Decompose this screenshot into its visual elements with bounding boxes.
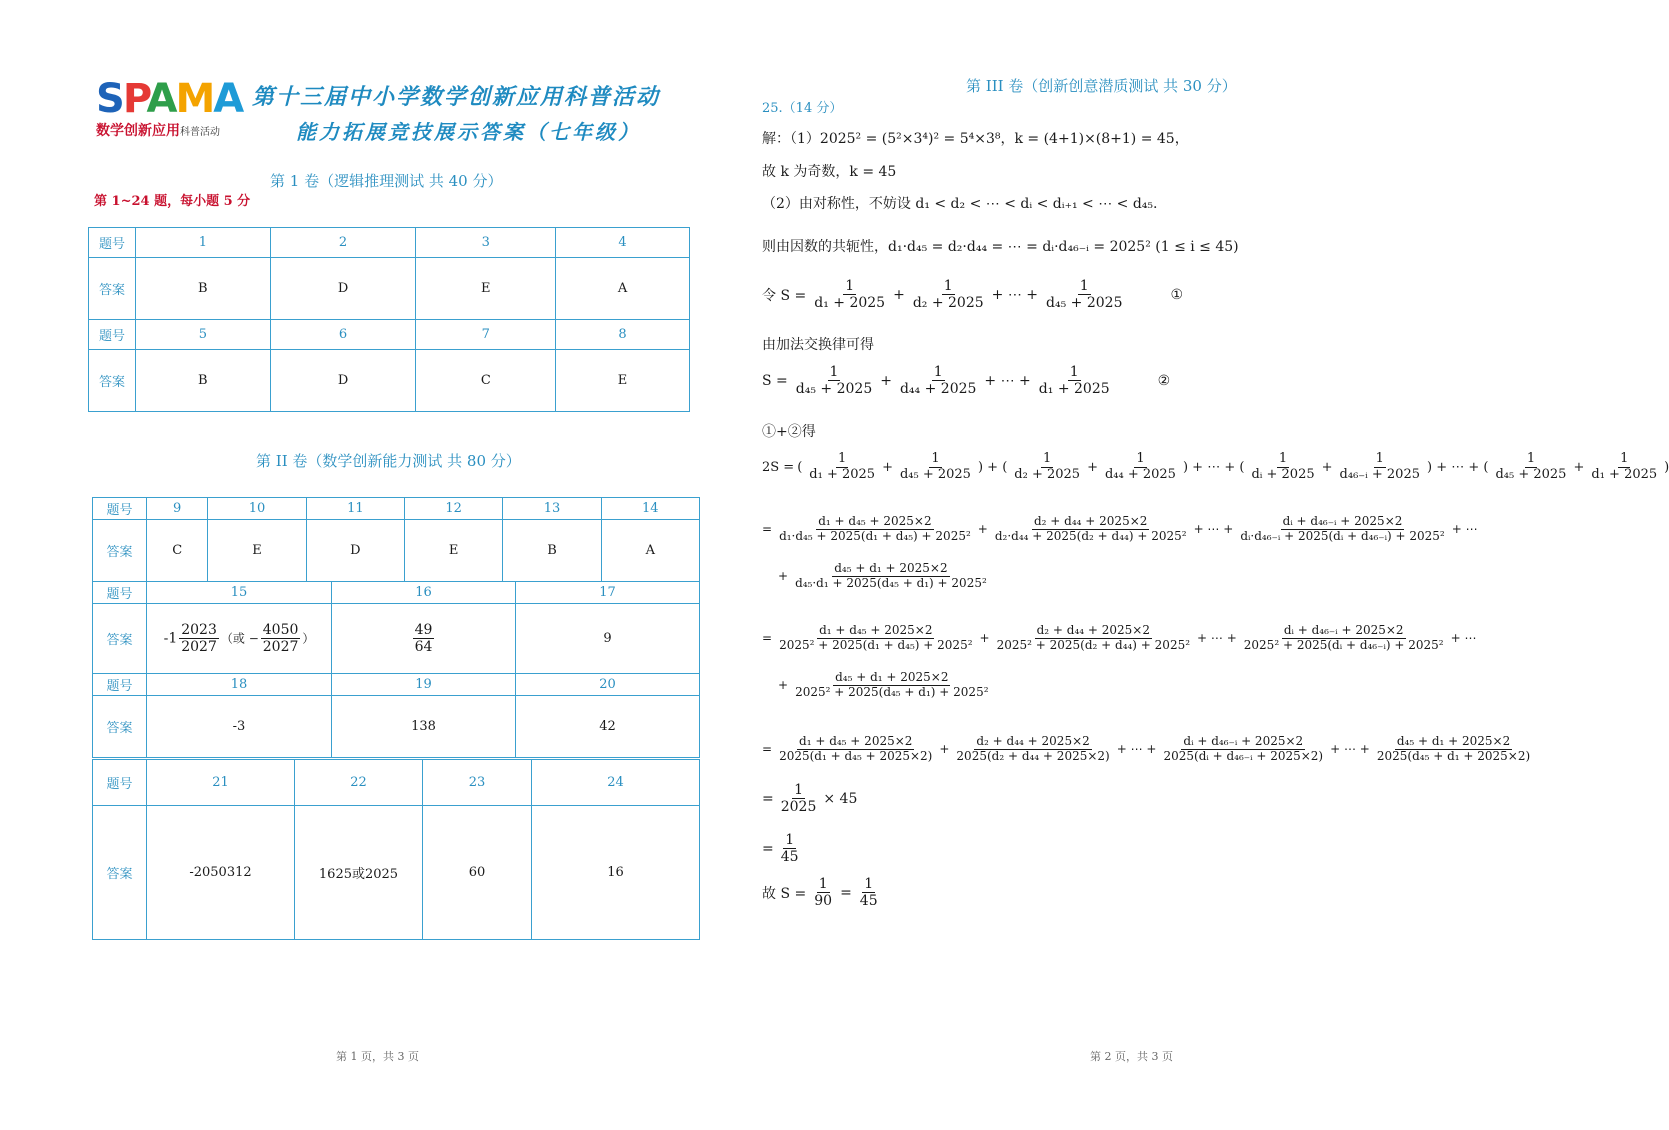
question-number: 2 — [270, 228, 416, 258]
table-row — [93, 760, 700, 806]
answer-cell: 60 — [423, 806, 532, 940]
table-row — [89, 228, 690, 258]
solution-line-3: （2）由对称性，不妨设 d₁ < d₂ < ⋯ < dᵢ < dᵢ₊₁ < ⋯ < d₄₅. — [762, 196, 1158, 212]
answer-cell: B — [136, 258, 271, 320]
answer-cell: 1625或2025 — [295, 806, 423, 940]
question-number: 19 — [332, 674, 516, 696]
question-label: 题号 — [93, 760, 147, 806]
answer-label: 答案 — [89, 258, 136, 320]
s-definition: 令 S = $\frac{1}{\text{d₁ + 2025}}$ + $\frac{1}{\text{d₂ + 2025}}$ + ⋯ + $\frac{1}{\text{d₄₅ + 2025}}$ ① — [762, 278, 1184, 312]
step1-line-a: = $\frac{\text{d₁ + d₄₅ + 2025×2}}{\text{d₁·d₄₅ + 2025(d₁ + d₄₅) + 2025²}}$ + $\frac{\text{d₂ + d₄₄ + 2025×2}}{\text{d₂·d₄₄ + 2025(d₂ + d₄₄) + 2025²}}$ + ⋯ + $\frac{\text{dᵢ + d₄₆₋ᵢ + 2025×2}}{\text{dᵢ·d₄₆₋ᵢ + 2025(dᵢ + d₄₆₋ᵢ) + 2025²}}$ + ⋯ — [762, 514, 1478, 543]
answer-cell: D — [270, 258, 416, 320]
answer-cell: E — [208, 520, 306, 582]
answer-cell: C — [416, 350, 556, 412]
solution-line-2: 故 k 为奇数，k = 45 — [762, 164, 897, 180]
section1-note: 第 1~24 题，每小题 5 分 — [94, 194, 251, 209]
question-number: 11 — [306, 498, 404, 520]
question-label: 题号 — [93, 498, 147, 520]
section2-title: 第 II 卷（数学创新能力测试 共 80 分） — [256, 452, 521, 470]
table-row — [93, 582, 700, 604]
page-number-1: 第 1 页，共 3 页 — [336, 1050, 419, 1063]
answer-cell: A — [556, 258, 690, 320]
answer-label: 答案 — [93, 604, 147, 674]
question-number: 12 — [405, 498, 503, 520]
step4-line: = $\frac{1}{2025}$ × 45 — [762, 782, 858, 816]
question-number: 21 — [147, 760, 295, 806]
question-number: 24 — [532, 760, 700, 806]
answer-cell: D — [306, 520, 404, 582]
spama-logo — [96, 78, 246, 140]
answer-cell: 42 — [516, 696, 700, 758]
step5-line: = $\frac{1}{45}$ — [762, 832, 799, 866]
table-row — [93, 806, 700, 940]
question-number: 8 — [556, 320, 690, 350]
question-label: 题号 — [89, 228, 136, 258]
question-number: 5 — [136, 320, 271, 350]
answer-cell: -3 — [147, 696, 332, 758]
question-number: 9 — [147, 498, 208, 520]
question-label: 题号 — [89, 320, 136, 350]
question-number: 14 — [601, 498, 699, 520]
section2-table-q21-24 — [92, 759, 700, 940]
table-row — [93, 520, 700, 582]
answer-cell: E — [405, 520, 503, 582]
section3-title: 第 III 卷（创新创意潜质测试 共 30 分） — [966, 77, 1237, 95]
question-number: 18 — [147, 674, 332, 696]
commute-note: 由加法交换律可得 — [762, 337, 874, 353]
document-subtitle: 能力拓展竞技展示答案（七年级） — [296, 120, 641, 144]
answer-cell: B — [136, 350, 271, 412]
section1-answer-table — [88, 227, 690, 412]
section2-table-q15-20 — [92, 581, 700, 758]
answer-cell: C — [147, 520, 208, 582]
question-number: 17 — [516, 582, 700, 604]
document-title: 第十三届中小学数学创新应用科普活动 — [252, 84, 661, 110]
step1-line-b: + $\frac{\text{d₄₅ + d₁ + 2025×2}}{\text{d₄₅·d₁ + 2025(d₄₅ + d₁) + 2025²}}$ — [778, 561, 987, 590]
question-label: 题号 — [93, 582, 147, 604]
question-number: 13 — [503, 498, 601, 520]
question-number: 23 — [423, 760, 532, 806]
question-number: 4 — [556, 228, 690, 258]
question-number: 15 — [147, 582, 332, 604]
answer-cell: E — [556, 350, 690, 412]
question-label: 题号 — [93, 674, 147, 696]
logo-wordmark: SPAMA — [96, 76, 243, 122]
solution-line-4: 则由因数的共轭性，d₁·d₄₅ = d₂·d₄₄ = ⋯ = dᵢ·d₄₆₋ᵢ = 2025² (1 ≤ i ≤ 45) — [762, 239, 1239, 255]
answer-cell: A — [601, 520, 699, 582]
answer-cell: D — [270, 350, 416, 412]
step3-line: = $\frac{\text{d₁ + d₄₅ + 2025×2}}{\text{2025(d₁ + d₄₅ + 2025×2)}}$ + $\frac{\text{d₂ + d₄₄ + 2025×2}}{\text{2025(d₂ + d₄₄ + 2025×2)}}$ + ⋯ + $\frac{\text{dᵢ + d₄₆₋ᵢ + 2025×2}}{\text{2025(dᵢ + d₄₆₋ᵢ + 2025×2)}}$ + ⋯ + $\frac{\text{d₄₅ + d₁ + 2025×2}}{\text{2025(d₄₅ + d₁ + 2025×2)}}$ — [762, 734, 1531, 763]
step2-line-a: = $\frac{\text{d₁ + d₄₅ + 2025×2}}{\text{2025² + 2025(d₁ + d₄₅) + 2025²}}$ + $\frac{\text{d₂ + d₄₄ + 2025×2}}{\text{2025² + 2025(d₂ + d₄₄) + 2025²}}$ + ⋯ + $\frac{\text{dᵢ + d₄₆₋ᵢ + 2025×2}}{\text{2025² + 2025(dᵢ + d₄₆₋ᵢ) + 2025²}}$ + ⋯ — [762, 623, 1477, 652]
page-number-2: 第 2 页，共 3 页 — [1090, 1050, 1173, 1063]
table-row — [89, 320, 690, 350]
table-row — [89, 350, 690, 412]
question-number: 6 — [270, 320, 416, 350]
sum-note: ①+②得 — [762, 424, 816, 440]
problem-25-label: 25.（14 分） — [762, 101, 843, 116]
answer-cell: 16 — [532, 806, 700, 940]
answer-label: 答案 — [93, 696, 147, 758]
question-number: 7 — [416, 320, 556, 350]
logo-subtitle: 数学创新应用科普活动 — [96, 123, 220, 139]
answer-cell: -2050312 — [147, 806, 295, 940]
question-number: 16 — [332, 582, 516, 604]
question-number: 1 — [136, 228, 271, 258]
answer-cell-q15: -1 $\frac{2023}{2027}$ （或 − $\frac{4050}{2027}$ ） — [147, 604, 332, 674]
table-row — [93, 498, 700, 520]
table-row — [89, 258, 690, 320]
answer-cell: E — [416, 258, 556, 320]
answer-label: 答案 — [89, 350, 136, 412]
two-s-expression: 2S = ( $\frac{1}{\text{d₁ + 2025}}$ + $\frac{1}{\text{d₄₅ + 2025}}$ ) + ( $\frac{1}{\text{d₂ + 2025}}$ + $\frac{1}{\text{d₄₄ + 2025}}$ ) + ⋯ + ( $\frac{1}{\text{dᵢ + 2025}}$ + $\frac{1}{\text{d₄₆₋ᵢ + 2025}}$ ) + ⋯ + ( $\frac{1}{\text{d₄₅ + 2025}}$ + $\frac{1}{\text{d₁ + 2025}}$ ) — [762, 451, 1669, 482]
answer-cell: 138 — [332, 696, 516, 758]
final-answer: 故 S = $\frac{1}{90}$ = $\frac{1}{45}$ — [762, 876, 878, 910]
answer-label: 答案 — [93, 520, 147, 582]
question-number: 22 — [295, 760, 423, 806]
section2-table-q9-14 — [92, 497, 700, 582]
solution-line-1: 解：（1）2025² = (5²×3⁴)² = 5⁴×3⁸，k = (4+1)×(8+1) = 45， — [762, 131, 1189, 147]
answer-label: 答案 — [93, 806, 147, 940]
table-row — [93, 674, 700, 696]
table-row — [93, 696, 700, 758]
s-reversed: S = $\frac{1}{\text{d₄₅ + 2025}}$ + $\frac{1}{\text{d₄₄ + 2025}}$ + ⋯ + $\frac{1}{\text{d₁ + 2025}}$ ② — [762, 364, 1171, 398]
section1-title: 第 1 卷（逻辑推理测试 共 40 分） — [270, 172, 503, 190]
question-number: 20 — [516, 674, 700, 696]
step2-line-b: + $\frac{\text{d₄₅ + d₁ + 2025×2}}{\text{2025² + 2025(d₄₅ + d₁) + 2025²}}$ — [778, 670, 989, 699]
answer-cell: B — [503, 520, 601, 582]
table-row — [93, 604, 700, 674]
question-number: 10 — [208, 498, 306, 520]
answer-cell: 9 — [516, 604, 700, 674]
answer-cell-q16: $\frac{49}{64}$ — [332, 604, 516, 674]
question-number: 3 — [416, 228, 556, 258]
